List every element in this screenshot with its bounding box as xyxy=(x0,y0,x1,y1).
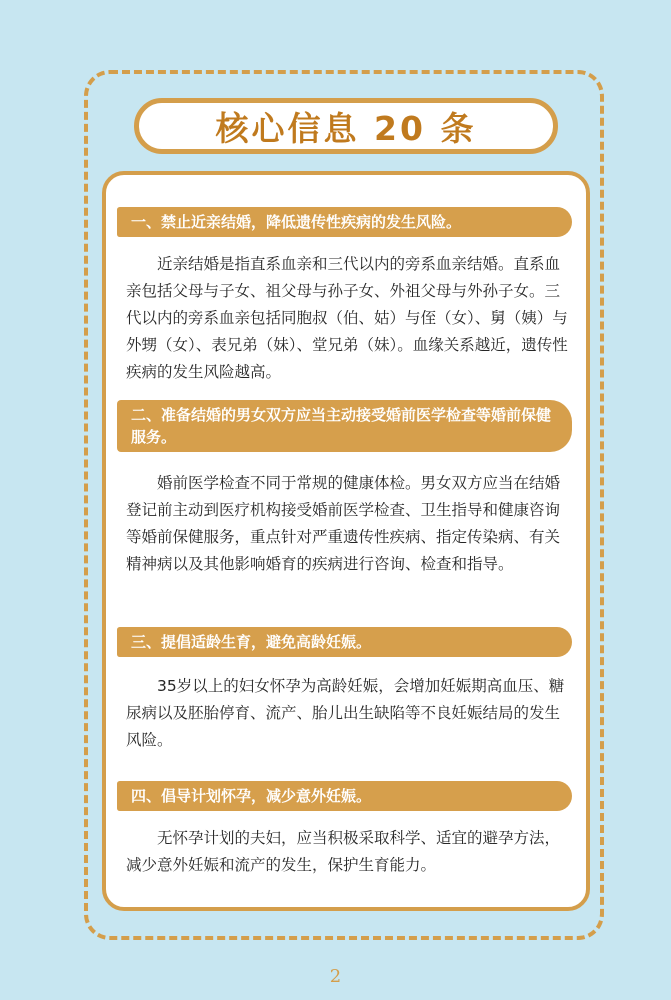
section-1-heading: 一、禁止近亲结婚，降低遗传性疾病的发生风险。 xyxy=(117,207,572,237)
section-3-heading: 三、提倡适龄生育，避免高龄妊娠。 xyxy=(117,627,572,657)
section-3-body: 35岁以上的妇女怀孕为高龄妊娠，会增加妊娠期高血压、糖尿病以及胚胎停育、流产、胎儿出生缺陷等不良妊娠结局的发生风险。 xyxy=(126,677,565,749)
section-2-body: 婚前医学检查不同于常规的健康体检。男女双方应当在结婚登记前主动到医疗机构接受婚前医学检查、卫生指导和健康咨询等婚前保健服务，重点针对严重遗传性疾病、指定传染病、有关精神病以及其他影响婚育的疾病进行咨询、检查和指导。 xyxy=(126,474,561,573)
section-4-body: 无怀孕计划的夫妇，应当积极采取科学、适宜的避孕方法，减少意外妊娠和流产的发生，保护生育能力。 xyxy=(126,829,561,874)
title-banner xyxy=(134,98,558,154)
section-4-heading: 四、倡导计划怀孕，减少意外妊娠。 xyxy=(117,781,572,811)
page-title: 核心信息 20 条 xyxy=(215,108,477,148)
section-2-heading: 二、准备结婚的男女双方应当主动接受婚前医学检查等婚前保健服务。 xyxy=(117,400,572,452)
page-number: 2 xyxy=(329,966,342,987)
section-1-body: 近亲结婚是指直系血亲和三代以内的旁系血亲结婚。直系血亲包括父母与子女、祖父母与孙子女、外祖父母与外孙子女。三代以内的旁系血亲包括同胞叔（伯、姑）与侄（女）、舅（姨）与外甥（女）、表兄弟（妹）、堂兄弟（妹）。血缘关系越近，遗传性疾病的发生风险越高。 xyxy=(126,255,568,381)
